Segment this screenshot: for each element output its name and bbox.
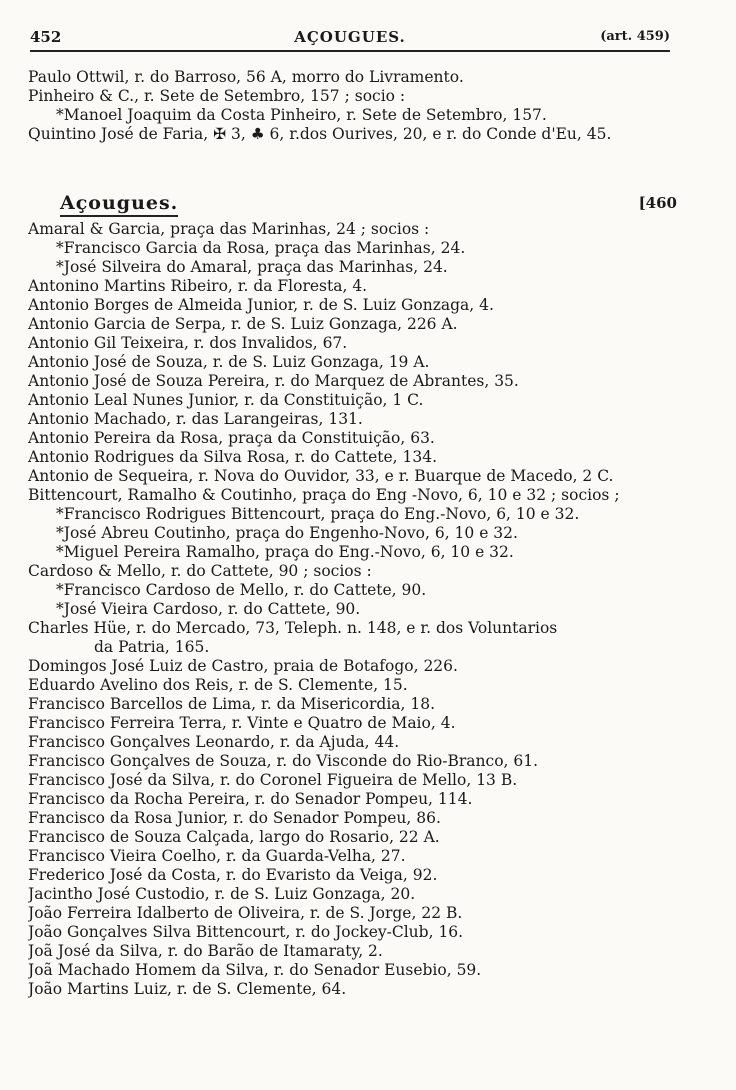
list-item: Antonio Gil Teixeira, r. dos Invalidos, 67. — [28, 334, 348, 352]
list-item: Antonio Leal Nunes Junior, r. da Constituição, 1 C. — [28, 391, 424, 409]
list-item: Paulo Ottwil, r. do Barroso, 56 A, morro do Livramento. — [28, 68, 464, 86]
list-item: Cardoso & Mello, r. do Cattete, 90 ; socios : — [28, 562, 372, 580]
list-item: Quintino José de Faria, ✠ 3, ♣ 6, r.dos Ourives, 20, e r. do Conde d'Eu, 45. — [28, 125, 612, 143]
list-item: Pinheiro & C., r. Sete de Setembro, 157 ; socio : — [28, 87, 406, 105]
list-item: *Francisco Rodrigues Bittencourt, praça do Eng.-Novo, 6, 10 e 32. — [56, 505, 580, 523]
list-item: Francisco José da Silva, r. do Coronel Figueira de Mello, 13 B. — [28, 771, 518, 789]
list-item: Antonio José de Souza, r. de S. Luiz Gonzaga, 19 A. — [28, 353, 430, 371]
list-item: Antonio José de Souza Pereira, r. do Marquez de Abrantes, 35. — [28, 372, 519, 390]
list-item: Joã Machado Homem da Silva, r. do Senador Eusebio, 59. — [28, 961, 482, 979]
section-heading — [32, 192, 677, 216]
list-item: Antonio Garcia de Serpa, r. de S. Luiz Gonzaga, 226 A. — [28, 315, 458, 333]
list-item: Jacintho José Custodio, r. de S. Luiz Gonzaga, 20. — [28, 885, 416, 903]
section-number: [460 — [638, 194, 677, 212]
page-number: 452 — [30, 28, 62, 46]
list-item: Francisco da Rocha Pereira, r. do Senador Pompeu, 114. — [28, 790, 473, 808]
list-item: Charles Hüe, r. do Mercado, 73, Teleph. n. 148, e r. dos Voluntarios — [28, 619, 558, 637]
list-item: Amaral & Garcia, praça das Marinhas, 24 ; socios : — [28, 220, 430, 238]
list-item: Francisco Ferreira Terra, r. Vinte e Quatro de Maio, 4. — [28, 714, 456, 732]
continued-entries — [28, 68, 673, 144]
list-item: João Gonçalves Silva Bittencourt, r. do Jockey-Club, 16. — [28, 923, 464, 941]
list-item: Francisco de Souza Calçada, largo do Rosario, 22 A. — [28, 828, 440, 846]
list-item: *José Silveira do Amaral, praça das Marinhas, 24. — [56, 258, 448, 276]
list-item: da Patria, 165. — [94, 638, 210, 656]
list-item: Bittencourt, Ramalho & Coutinho, praça do Eng -Novo, 6, 10 e 32 ; socios ; — [28, 486, 620, 504]
list-item: *Miguel Pereira Ramalho, praça do Eng.-Novo, 6, 10 e 32. — [56, 543, 514, 561]
list-item: *José Vieira Cardoso, r. do Cattete, 90. — [56, 600, 361, 618]
running-title: AÇOUGUES. — [294, 28, 406, 46]
list-item: Antonio Pereira da Rosa, praça da Constituição, 63. — [28, 429, 435, 447]
list-item: João Ferreira Idalberto de Oliveira, r. de S. Jorge, 22 B. — [28, 904, 463, 922]
list-item: *Francisco Garcia da Rosa, praça das Marinhas, 24. — [56, 239, 466, 257]
list-item: Francisco Barcellos de Lima, r. da Misericordia, 18. — [28, 695, 436, 713]
article-reference: (art. 459) — [600, 29, 670, 44]
list-item: *José Abreu Coutinho, praça do Engenho-Novo, 6, 10 e 32. — [56, 524, 518, 542]
list-item: Antonio Machado, r. das Larangeiras, 131. — [28, 410, 363, 428]
list-item: Antonio Borges de Almeida Junior, r. de S. Luiz Gonzaga, 4. — [28, 296, 494, 314]
list-item: Francisco Vieira Coelho, r. da Guarda-Velha, 27. — [28, 847, 406, 865]
list-item: Francisco Gonçalves de Souza, r. do Visconde do Rio-Branco, 61. — [28, 752, 539, 770]
list-item: Eduardo Avelino dos Reis, r. de S. Clemente, 15. — [28, 676, 408, 694]
list-item: Joã José da Silva, r. do Barão de Itamaraty, 2. — [28, 942, 383, 960]
list-item: *Manoel Joaquim da Costa Pinheiro, r. Sete de Setembro, 157. — [56, 106, 547, 124]
list-item: Frederico José da Costa, r. do Evaristo da Veiga, 92. — [28, 866, 438, 884]
list-item: *Francisco Cardoso de Mello, r. do Cattete, 90. — [56, 581, 427, 599]
list-item: Francisco da Rosa Junior, r. do Senador Pompeu, 86. — [28, 809, 441, 827]
entry-list — [28, 220, 673, 999]
list-item: Antonino Martins Ribeiro, r. da Floresta, 4. — [28, 277, 368, 295]
list-item: Francisco Gonçalves Leonardo, r. da Ajuda, 44. — [28, 733, 400, 751]
list-item: João Martins Luiz, r. de S. Clemente, 64. — [28, 980, 347, 998]
list-item: Antonio de Sequeira, r. Nova do Ouvidor, 33, e r. Buarque de Macedo, 2 C. — [28, 467, 614, 485]
list-item: Domingos José Luiz de Castro, praia de Botafogo, 226. — [28, 657, 458, 675]
list-item: Antonio Rodrigues da Silva Rosa, r. do Cattete, 134. — [28, 448, 438, 466]
page-header — [30, 26, 670, 52]
section-title: Açougues. — [60, 192, 178, 217]
